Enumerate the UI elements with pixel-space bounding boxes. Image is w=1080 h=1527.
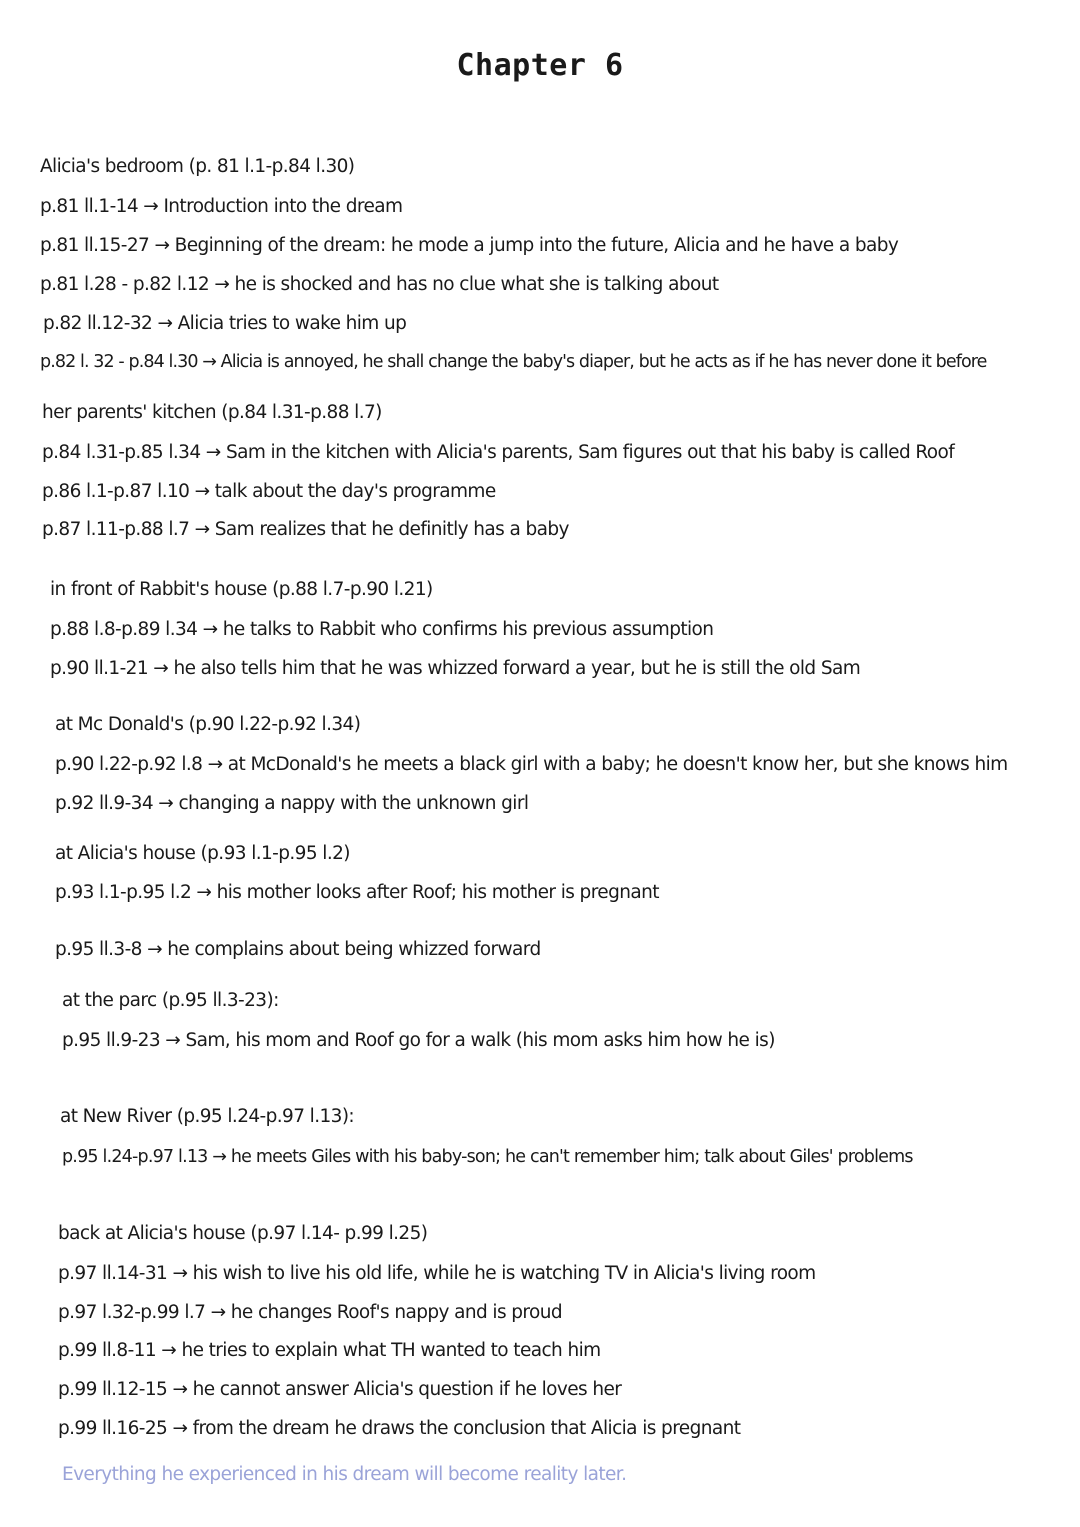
list-item: p.81 ll.15-27 → Beginning of the dream: he mode a jump into the future, Alicia and he have a baby — [40, 235, 899, 256]
list-item: p.87 l.11-p.88 l.7 → Sam realizes that he definitly has a baby — [42, 519, 569, 540]
section-heading: in front of Rabbit's house (p.88 l.7-p.90 l.21) — [50, 579, 433, 600]
list-item: p.90 l.22-p.92 l.8 → at McDonald's he meets a black girl with a baby; he doesn't know her, but she knows him — [55, 754, 1008, 775]
list-item: p.97 l.32-p.99 l.7 → he changes Roof's nappy and is proud — [58, 1302, 562, 1323]
list-item: p.95 ll.3-8 → he complains about being whizzed forward — [55, 939, 541, 960]
section-heading: at Alicia's house (p.93 l.1-p.95 l.2) — [55, 843, 350, 864]
section-heading: at Mc Donald's (p.90 l.22-p.92 l.34) — [55, 714, 361, 735]
list-item: p.82 ll.12-32 → Alicia tries to wake him up — [43, 313, 407, 334]
list-item: p.81 l.28 - p.82 l.12 → he is shocked and has no clue what she is talking about — [40, 274, 719, 295]
list-item: p.82 l. 32 - p.84 l.30 → Alicia is annoyed, he shall change the baby's diaper, but he acts as if he has never done it before — [40, 352, 987, 372]
closing-note: Everything he experienced in his dream will become reality later. — [62, 1464, 627, 1485]
list-item: p.93 l.1-p.95 l.2 → his mother looks after Roof; his mother is pregnant — [55, 882, 659, 903]
section-heading: back at Alicia's house (p.97 l.14- p.99 l.25) — [58, 1223, 428, 1244]
list-item: p.86 l.1-p.87 l.10 → talk about the day's programme — [42, 481, 496, 502]
list-item: p.99 ll.16-25 → from the dream he draws the conclusion that Alicia is pregnant — [58, 1418, 741, 1439]
list-item: p.99 ll.8-11 → he tries to explain what TH wanted to teach him — [58, 1340, 601, 1361]
list-item: p.88 l.8-p.89 l.34 → he talks to Rabbit who confirms his previous assumption — [50, 619, 714, 640]
list-item: p.92 ll.9-34 → changing a nappy with the unknown girl — [55, 793, 529, 814]
section-heading: at New River (p.95 l.24-p.97 l.13): — [60, 1106, 355, 1127]
section-heading: Alicia's bedroom (p. 81 l.1-p.84 l.30) — [40, 156, 355, 177]
section-heading: her parents' kitchen (p.84 l.31-p.88 l.7) — [42, 402, 382, 423]
list-item: p.95 ll.9-23 → Sam, his mom and Roof go for a walk (his mom asks him how he is) — [62, 1030, 775, 1051]
list-item: p.99 ll.12-15 → he cannot answer Alicia's question if he loves her — [58, 1379, 622, 1400]
list-item: p.90 ll.1-21 → he also tells him that he was whizzed forward a year, but he is still the old Sam — [50, 658, 861, 679]
list-item: p.81 ll.1-14 → Introduction into the dream — [40, 196, 403, 217]
list-item: p.97 ll.14-31 → his wish to live his old life, while he is watching TV in Alicia's living room — [58, 1263, 816, 1284]
section-heading: at the parc (p.95 ll.3-23): — [62, 990, 279, 1011]
page-title: Chapter 6 — [456, 48, 624, 83]
list-item: p.95 l.24-p.97 l.13 → he meets Giles with his baby-son; he can't remember him; talk about Giles' problems — [62, 1147, 913, 1167]
list-item: p.84 l.31-p.85 l.34 → Sam in the kitchen with Alicia's parents, Sam figures out that his baby is called Roof — [42, 442, 955, 463]
